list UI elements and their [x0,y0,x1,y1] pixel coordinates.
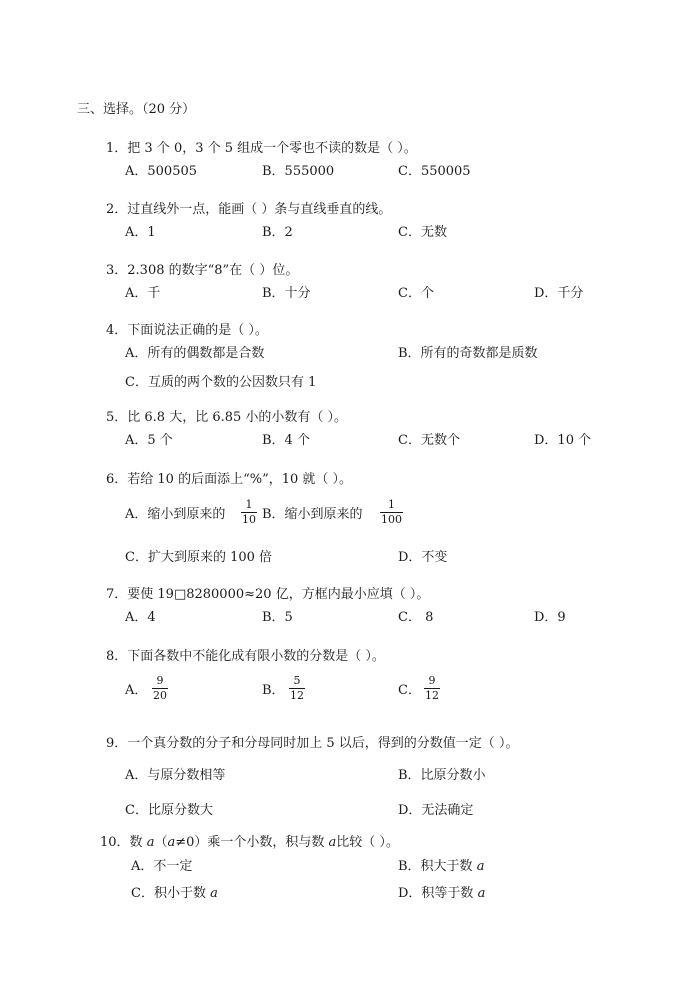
option-b: B．4 个 [262,433,310,448]
fraction-a [152,675,168,702]
fraction-c [424,675,440,702]
option-d: D．无法确定 [398,803,474,818]
option-d: D．9 [534,610,566,625]
option-b: B．所有的奇数都是质数 [398,346,538,361]
option-b: B．555000 [262,164,335,179]
option-a: A．4 [125,610,156,625]
fraction-numerator: 9 [156,674,164,687]
variable-a: a [477,886,486,901]
fraction-b [289,675,305,702]
fraction-b [380,499,403,526]
question-stem: 4．下面说法正确的是（ ）。 [106,323,268,338]
option-b: B．2 [262,225,293,240]
option-a: A．1 [125,225,156,240]
option-c: C．积小于数 a [131,886,218,901]
question-stem: 10．数 a（a≠0）乘一个小数，积与数 a比较（ ）。 [100,835,399,850]
fraction-denominator: 12 [290,689,304,702]
fraction-numerator: 1 [388,498,395,511]
fraction-denominator: 10 [242,513,256,526]
question-stem: 6．若给 10 的后面添上“%”，10 就（ ）。 [106,472,353,487]
option-c: C．550005 [398,164,471,179]
variable-a: a [146,835,155,850]
question-stem: 5．比 6.8 大，比 6.85 小的小数有（ ）。 [106,410,348,425]
option-d: D．不变 [398,550,448,565]
option-c: C．个 [398,286,434,301]
fraction-denominator: 100 [381,513,402,526]
fraction-numerator: 9 [428,674,436,687]
fraction-a [241,499,257,526]
option-a: A．缩小到原来的 [125,507,226,522]
question-stem: 9．一个真分数的分子和分母同时加上 5 以后，得到的分数值一定（ ）。 [106,736,519,751]
fraction-denominator: 20 [153,689,167,702]
option-c: C． [398,683,421,698]
option-b: B．5 [262,610,293,625]
question-stem: 1．把 3 个 0，3 个 5 组成一个零也不读的数是（ ）。 [106,141,417,156]
option-b: B．比原分数小 [398,768,486,783]
option-a: A．5 个 [125,433,173,448]
option-c: C． 8 [398,610,434,625]
option-a: A．所有的偶数都是合数 [125,346,265,361]
option-a: A． [125,683,148,698]
option-a: A．不一定 [131,859,193,874]
option-c: C．无数个 [398,433,460,448]
question-stem: 3．2.308 的数字“8”在（ ）位。 [106,263,299,278]
option-c: C．比原分数大 [125,803,213,818]
option-c: C．互质的两个数的公因数只有 1 [125,375,317,390]
option-b: B． [262,683,285,698]
option-b: B．缩小到原来的 [262,507,363,522]
section-title: 三、选择。（20 分） [77,102,196,117]
option-b: B．十分 [262,286,311,301]
question-stem: 2．过直线外一点，能画（ ）条与直线垂直的线。 [106,202,392,217]
option-c: C．扩大到原来的 100 倍 [125,550,273,565]
variable-a: a [210,886,218,901]
fraction-numerator: 1 [245,498,253,511]
question-stem: 8．下面各数中不能化成有限小数的分数是（ ）。 [106,649,385,664]
fraction-denominator: 12 [425,689,439,702]
option-d: D．千分 [534,286,584,301]
variable-a: a [476,859,485,874]
option-a: A．500505 [125,164,198,179]
fraction-numerator: 5 [293,674,301,687]
question-stem: 7．要使 19□8280000≈20 亿，方框内最小应填（ ）。 [106,587,430,602]
option-b: B．积大于数 a [398,859,485,874]
option-d: D．10 个 [534,433,592,448]
variable-a: a [167,835,176,850]
option-a: A．千 [125,286,161,301]
option-a: A．与原分数相等 [125,768,226,783]
option-d: D．积等于数 a [398,886,486,901]
option-c: C．无数 [398,225,447,240]
variable-a: a [328,835,337,850]
